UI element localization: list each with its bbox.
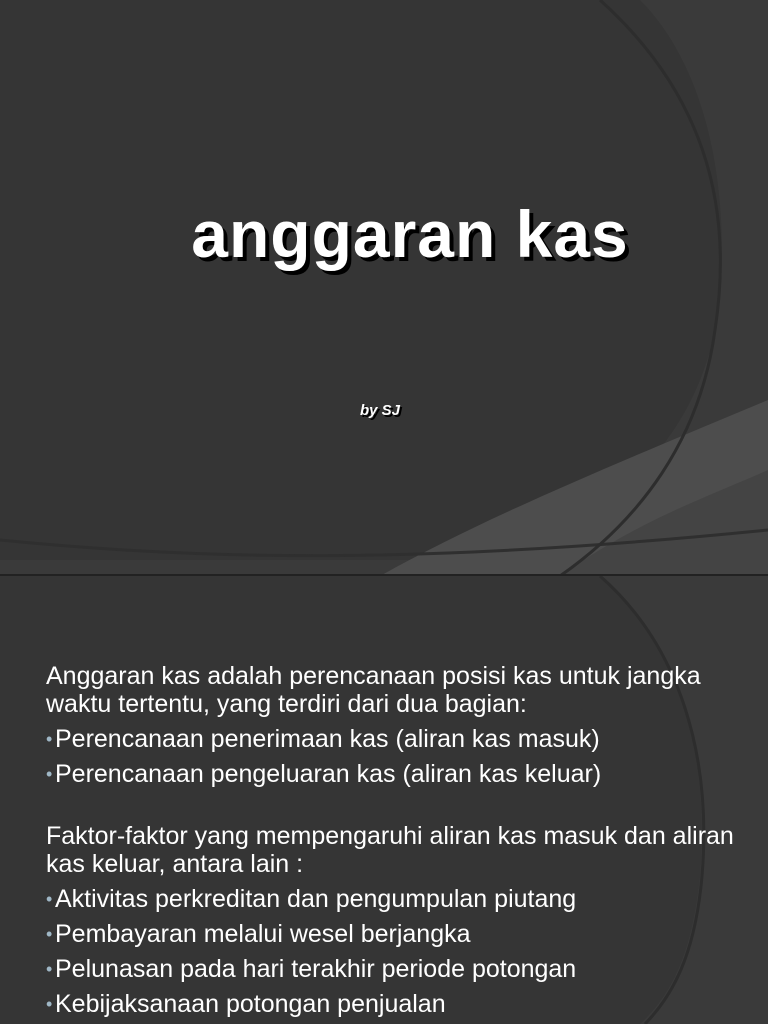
bullet-text: Pembayaran melalui wesel berjangka — [55, 920, 471, 948]
factors-paragraph: Faktor-faktor yang mempengaruhi aliran kas masuk dan aliran kas keluar, antara lain : — [46, 822, 734, 878]
content-slide — [0, 576, 768, 1024]
list-item — [46, 920, 746, 948]
bullet-icon: • — [46, 959, 53, 979]
bullet-text: Aktivitas perkreditan dan pengumpulan piutang — [55, 885, 577, 913]
bullet-icon: • — [46, 764, 53, 784]
list-item — [46, 955, 746, 983]
bullet-icon: • — [46, 729, 53, 749]
bullet-text: Kebijaksanaan potongan penjualan — [55, 990, 446, 1018]
slide-title: anggaran kas — [191, 197, 629, 271]
slide-subtitle: by SJ — [360, 402, 401, 419]
bullet-icon: • — [46, 889, 53, 909]
list-item — [46, 885, 746, 913]
bullet-text: Perencanaan penerimaan kas (aliran kas masuk) — [55, 725, 600, 753]
list-item — [46, 990, 746, 1018]
bullet-text: Perencanaan pengeluaran kas (aliran kas keluar) — [55, 760, 602, 788]
slide-body — [46, 662, 746, 1018]
list-item — [46, 760, 746, 788]
bullet-icon: • — [46, 994, 53, 1014]
bullet-text: Pelunasan pada hari terakhir periode potongan — [55, 955, 577, 983]
list-item — [46, 725, 746, 753]
intro-paragraph: Anggaran kas adalah perencanaan posisi kas untuk jangka waktu tertentu, yang terdiri dari dua bagian: — [46, 662, 701, 718]
bullet-icon: • — [46, 924, 53, 944]
